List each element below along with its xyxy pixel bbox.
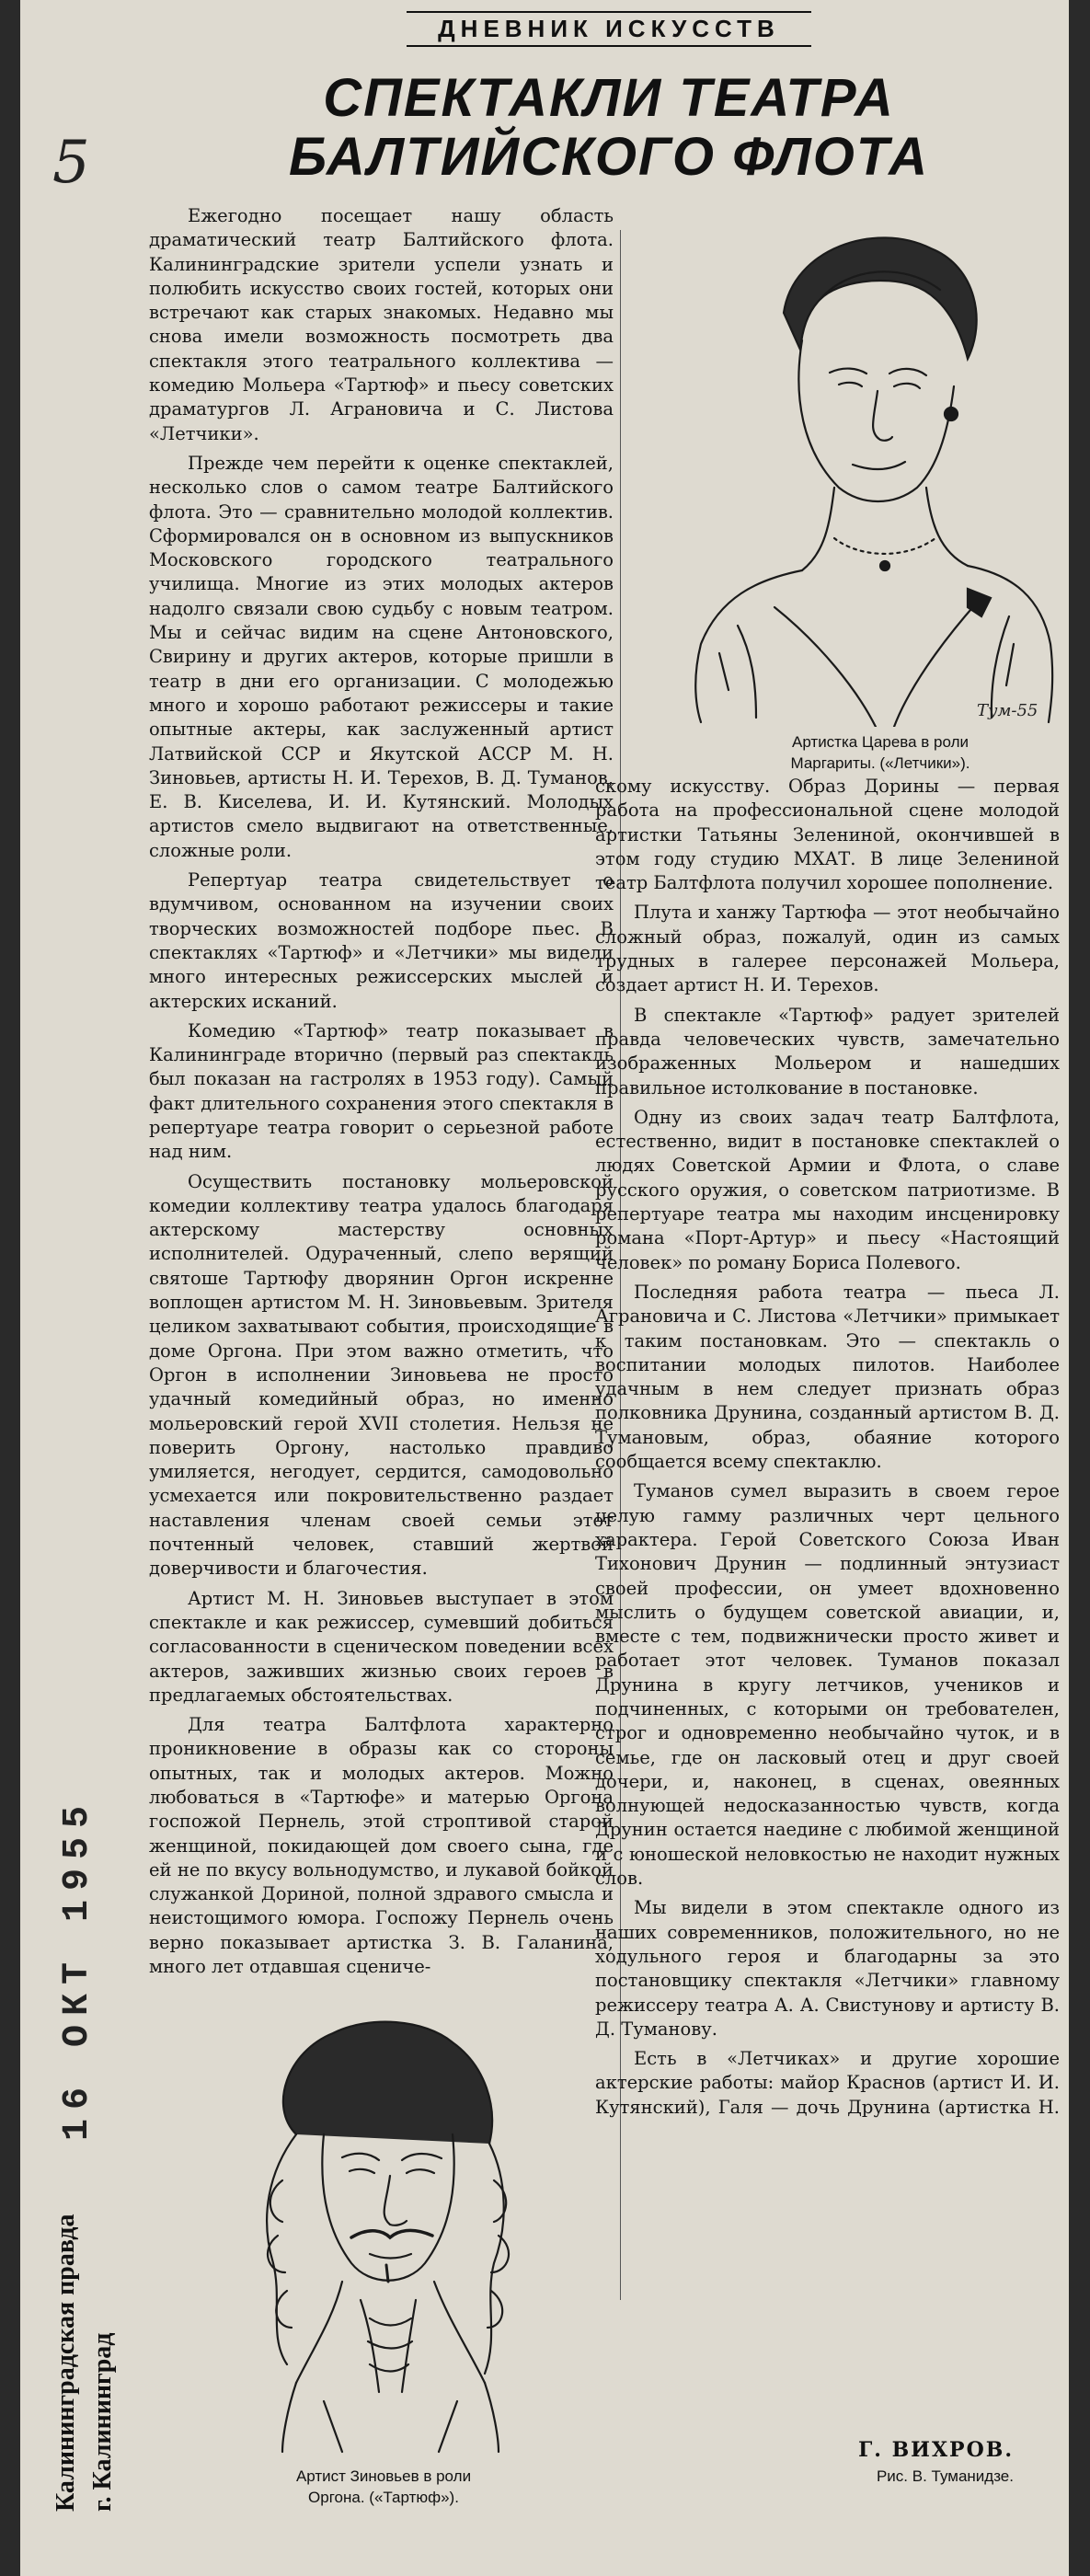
article-column-1 — [149, 204, 614, 1980]
headline-line-2: БАЛТИЙСКОГО ФЛОТА — [288, 127, 929, 187]
col1-paragraph: Артист М. Н. Зиновьев выступает в этом спектакле и как режиссер, сумевший добиться согласованности в сценическом поведении всех актеров, заживших жизнью своих героев в предлагаемых обстоятельствах. — [149, 1587, 614, 1706]
col1-paragraph: Для театра Балтфлота характерно проникновение в образы как со стороны опытных, так и молодых актеров. Можно любоваться в «Тартюфе» и матерью Оргона госпожой Пернель, этой строптивой старой женщиной, покидающей дом своего сына, где ей не по вкусу вольнодумство, и лукавой бойкой служанкой Дориной, полной здравого смысла и неистощимого юмора. Госпожу Пернель очень верно показывает артистка З. В. Галанина, много лет отдавшая сцениче- — [149, 1714, 614, 1978]
col2-paragraph: В спектакле «Тартюф» радует зрителей правда человеческих чувств, замечательно изображенных Мольером и нашедших правильное истолкование в постановке. — [595, 1004, 1060, 1098]
col2-paragraph: Плута и ханжу Тартюфа — этот необычайно сложный образ, пожалуй, один из самых трудных в галерее персонажей Мольера, создает артист Н. И. Терехов. — [595, 902, 1060, 996]
date-stamp: 16 ОКТ 1955 — [57, 1796, 98, 2142]
col2-paragraph: Одну из своих задач театр Балтфлота, естественно, видит в постановке спектаклей о людях Советской Армии и Флота, о славе русского оружия, о советском патриотизме. В репертуаре театра мы находим инсценировку романа «Порт-Артур» и пьесу «Настоящий человек» по роману Бориса Полевого. — [595, 1106, 1060, 1273]
col1-paragraph: Прежде чем перейти к оценке спектаклей, несколько слов о самом театре Балтийского флота. Это — сравнительно молодой коллектив. Сформировался он в основном из выпускников Московского городского театрального училища. Многие из этих молодых актеров надолго связали свою судьбу с новым театром. Мы и сейчас видим на сцене Антоновского, Свирину и других актеров, которые пришли в театр в дни его организации. С молодежью много и хорошо работают режиссеры и такие опытные актеры, как заслуженный артист Латвийской ССР и Якутской АССР М. Н. Зиновьев, артисты Н. И. Терехов, В. Д. Туманов, Е. В. Киселева, И. И. Кутянский. Молодых артистов смело выдвигают на ответственные, сложные роли. — [149, 452, 614, 861]
col2-paragraph: Мы видели в этом спектакле одного из наших современников, положительного, но не ходульного героя и благодарны за это постановщику спектакля «Летчики» главному режиссеру театра А. А. Свистунову и артисту В. Д. Туманову. — [595, 1897, 1060, 2040]
portrait2-caption-line2: Оргона. («Тартюф»). — [308, 2489, 459, 2506]
portrait-zinoviev-sketch — [232, 1996, 545, 2456]
col2-paragraph: Последняя работа театра — пьеса Л. Аграновича и С. Листова «Летчики» примыкает к таким постановкам. Это — спектакль о воспитании молодых пилотов. Наиболее удачным в нем следует признать образ полковника Друнина, созданный артистом В. Д. Тумановым, образ, обаяние которого сообщается всему спектаклю. — [595, 1281, 1060, 1473]
col1-paragraph: Репертуар театра свидетельствует о вдумчивом, основанном на изучении своих творческих возможностей подборе пьес. В спектаклях «Тартюф» и «Летчики» мы видели много интересных режиссерских мыслей и актерских исканий. — [149, 869, 614, 1012]
illustrator-credit: Рис. В. Туманидзе. — [876, 2467, 1014, 2485]
col2-paragraph: Туманов сумел выразить в своем герое целую гамму различных черт цельного характера. Герой Советского Союза Иван Тихонович Друнин — подлинный энтузиаст своей профессии, он умеет вдохновенно мыслить о будущем советской авиации, и, вместе с тем, подвижнически просто живет и работает этот человек. Туманов показал Друнина в кругу летчиков, учеников и подчиненных, с которыми он требователен, строг и одновременно необычайно чуток, и в семье, где он ласковый отец и друг своей дочери, и, наконец, в сценах, овеянных волнующей недосказанностью чувств, когда Друнин остается наедине с любимой женщиной и с юношеской неловкостью не находит нужных слов. — [595, 1480, 1060, 1890]
portrait1-caption-line1: Артистка Царева в роли — [791, 733, 969, 751]
portrait-tsareva-sketch — [664, 212, 1060, 727]
section-rubric: ДНЕВНИК ИСКУССТВ — [407, 11, 811, 47]
col2-paragraph: Есть в «Летчиках» и другие хорошие актерские работы: майор Краснов (артист И. И. Кутянский), Галя — дочь Друнина (артистка Н. — [595, 2048, 1060, 2118]
col1-paragraph: Ежегодно посещает нашу область драматический театр Балтийского флота. Калининградские зрители успели узнать и полюбить искусство своих гостей, которых они встречают как старых знакомых. Недавно мы снова имели возможность посмотреть два спектакля этого театрального коллектива — комедию Мольера «Тартюф» и пьесу советских драматургов Л. Аграновича и С. Листова «Летчики». — [149, 205, 614, 444]
author-signature: Г. ВИХРОВ. — [858, 2438, 1014, 2462]
headline-line-1: СПЕКТАКЛИ ТЕАТРА — [323, 68, 895, 128]
portrait2-caption-line1: Артист Зиновьев в роли — [295, 2467, 472, 2485]
newspaper-page — [20, 0, 1069, 2576]
portrait1-caption-line2: Маргариты. («Летчики»). — [790, 754, 970, 772]
col1-paragraph: Комедию «Тартюф» театр показывает в Калининграде вторично (первый раз спектакль был показан на гастролях в 1953 году). Самый факт длительного сохранения этого спектакля в репертуаре театра говорит о серьезной работе над ним. — [149, 1019, 614, 1163]
source-line-1: Калининградская правда — [52, 2214, 80, 2512]
col2-paragraph: скому искусству. Образ Дорины — первая работа на профессиональной сцене молодой артистки Татьяны Зелениной, окончившей в этом году студию МХАТ. В лице Зелениной театр Балтфлота получил хорошее пополнение. — [595, 776, 1060, 894]
sketch-signature-1: Тум-55 — [977, 701, 1038, 720]
article-column-2 — [595, 775, 1060, 2118]
source-line-2: г. Калининград — [88, 2332, 117, 2512]
article-headline — [204, 69, 1014, 187]
portrait2-caption — [232, 2466, 535, 2508]
handwritten-number: 5 — [52, 129, 90, 197]
newspaper-source — [48, 2070, 131, 2512]
col1-paragraph: Осуществить постановку мольеровской комедии коллективу театра удалось благодаря актерскому мастерству основных исполнителей. Одураченный, слепо верящий святоше Тартюфу дворянин Оргон искренне воплощен артистом М. Н. Зиновьевым. Зрителя целиком захватывают события, происходящие в доме Оргона. При этом важно отметить, что Оргон в исполнении Зиновьева не просто удачный комедийный образ, но именно мольеровский герой XVII столетия. Нельзя не поверить Оргону, настолько правдиво умиляется, негодует, сердится, самодовольно усмехается или покровительственно раздает наставления членам своей семьи этот почтенный человек, ставший жертвой доверчивости и благочестия. — [149, 1170, 614, 1580]
portrait1-caption — [719, 731, 1041, 774]
